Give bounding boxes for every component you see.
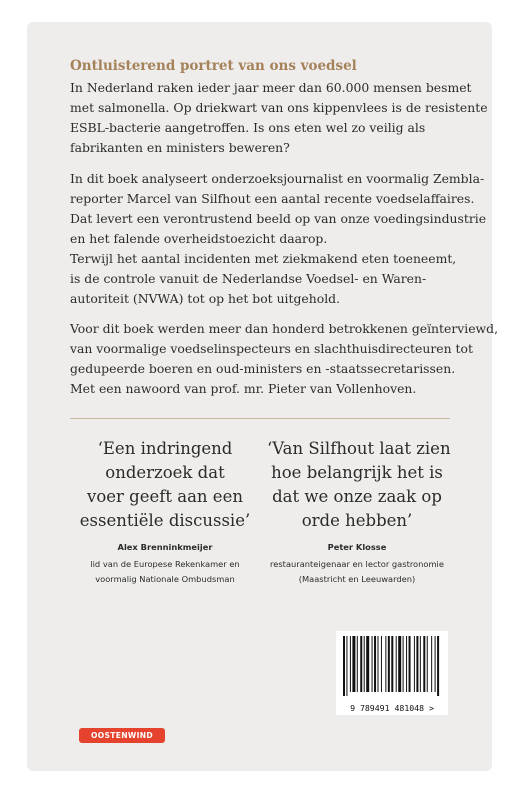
- text-line: In dit boek analyseert onderzoeksjournalist en voormalig Zembla-: [70, 171, 485, 186]
- quote-klosse: [267, 437, 451, 533]
- divider: [70, 418, 450, 419]
- text-line: reporter Marcel van Silfhout een aantal recente voedselaffaires.: [70, 191, 475, 206]
- cover-heading: Ontluisterend portret van ons voedsel: [70, 58, 357, 74]
- interviews-paragraph: [70, 319, 499, 399]
- text-line: fabrikanten en ministers beweren?: [70, 140, 290, 155]
- author-role: voormalig Nationale Ombudsman: [95, 574, 235, 584]
- quote-line: ‘Een indringend: [97, 439, 233, 458]
- text-line: en het falende overheidstoezicht daarop.: [70, 231, 328, 246]
- author-name: Peter Klosse: [327, 542, 387, 552]
- text-line: Terwijl het aantal incidenten met ziekmakend eten toeneemt,: [70, 251, 457, 266]
- quote-line: onderzoek dat: [105, 463, 225, 482]
- text-line: is de controle vanuit de Nederlandse Voedsel- en Waren-: [70, 271, 427, 286]
- text-line: ESBL-bacterie aangetroffen. Is ons eten wel zo veilig als: [70, 120, 426, 135]
- quote-line: dat we onze zaak op: [272, 487, 442, 506]
- quote-line: essentiële discussie’: [79, 511, 251, 530]
- quote-brenninkmeijer: [75, 437, 255, 533]
- quote-line: hoe belangrijk het is: [271, 463, 443, 482]
- author-role: (Maastricht en Leeuwarden): [298, 574, 416, 584]
- back-cover: [27, 22, 499, 771]
- barcode-icon: [341, 636, 443, 696]
- text-line: In Nederland raken ieder jaar meer dan 60.000 mensen besmet: [70, 80, 472, 95]
- quote-line: voer geeft aan een: [87, 487, 243, 506]
- author-brenninkmeijer: [65, 541, 265, 587]
- quote-line: ‘Van Silfhout laat zien: [267, 439, 451, 458]
- quote-line: orde hebben’: [301, 511, 413, 530]
- author-role: restauranteigenaar en lector gastronomie: [270, 559, 444, 569]
- author-klosse: [257, 541, 457, 587]
- analysis-paragraph: [70, 169, 487, 309]
- text-line: Dat levert een verontrustend beeld op van onze voedingsindustrie: [70, 211, 487, 226]
- text-line: Met een nawoord van prof. mr. Pieter van Vollenhoven.: [70, 381, 417, 396]
- text-line: Voor dit boek werden meer dan honderd betrokkenen geïnterviewd,: [70, 321, 499, 336]
- barcode: [336, 631, 448, 715]
- author-role: lid van de Europese Rekenkamer en: [90, 559, 240, 569]
- text-line: gedupeerde boeren en oud-ministers en -staatssecretarissen.: [70, 361, 456, 376]
- text-line: met salmonella. Op driekwart van ons kippenvlees is de resistente: [70, 100, 488, 115]
- publisher-logo: OOSTENWIND: [79, 728, 165, 743]
- author-name: Alex Brenninkmeijer: [117, 542, 213, 552]
- text-line: van voormalige voedselinspecteurs en slachthuisdirecteuren tot: [70, 341, 473, 356]
- intro-paragraph: [70, 78, 488, 158]
- isbn-number: 9 789491 481048 >: [350, 703, 434, 713]
- text-line: autoriteit (NVWA) tot op het bot uitgehold.: [70, 291, 341, 306]
